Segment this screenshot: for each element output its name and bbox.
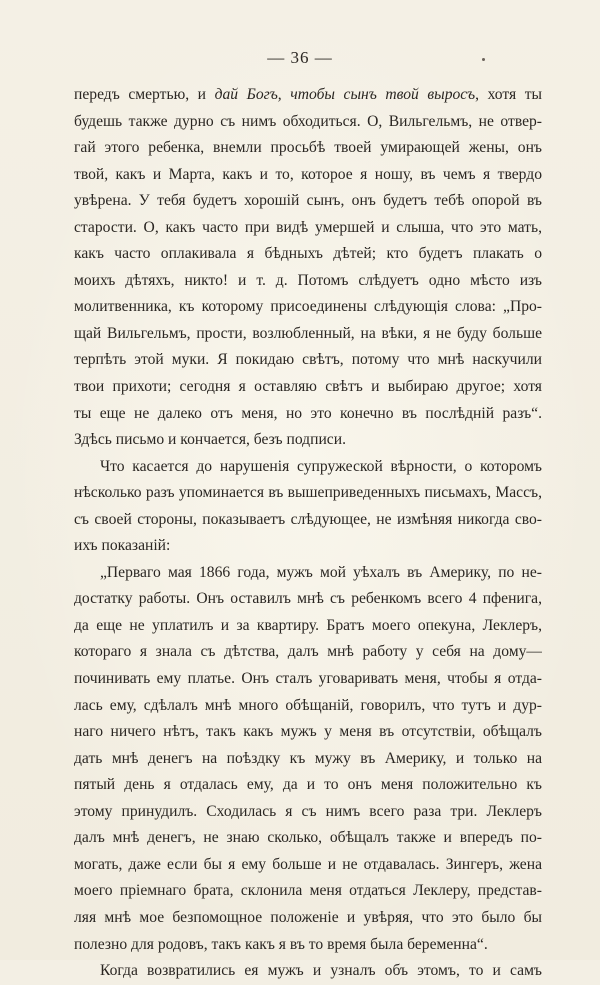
- text-line: терпѣть этой муки. Я покидаю свѣтъ, потому что мнѣ наскучили: [74, 351, 542, 369]
- text-line: Что касается до нарушенія супружеской вѣрности, о которомъ: [100, 457, 542, 475]
- text-line: достатку работы. Онъ оставилъ мнѣ съ ребенкомъ всего 4 пфенига,: [74, 590, 542, 608]
- text-line: увѣрена. У тебя будетъ хорошій сынъ, онъ будетъ тебѣ опорой въ: [74, 192, 542, 210]
- text-line: какъ часто оплакивала я бѣдныхъ дѣтей; кто будетъ плакать о: [74, 245, 542, 263]
- text-line: будешь также дурно съ нимъ обходиться. О, Вильгельмъ, не отвер-: [74, 112, 542, 130]
- text-line: да еще не уплатилъ и за квартиру. Братъ моего опекуна, Леклеръ,: [74, 616, 542, 634]
- text-line: моего пріемнаго брата, склонила меня отдаться Леклеру, представ-: [74, 882, 542, 900]
- text-line: могать, даже если бы я ему больше и не отдавалась. Зингеръ, жена: [74, 855, 542, 873]
- text-line: съ своей стороны, показываетъ слѣдующее, не измѣняя никогда сво-: [74, 510, 542, 528]
- text-line: котораго я знала съ дѣтства, далъ мнѣ работу у себя на дому—: [74, 643, 542, 661]
- text-line: полезно для родовъ, такъ какъ я въ то время была беременна“.: [74, 935, 488, 953]
- text-line: лась ему, сдѣлалъ мнѣ много обѣщаній, говорилъ, что тутъ и дур-: [74, 696, 542, 714]
- text-line: Здѣсь письмо и кончается, безъ подписи.: [74, 431, 346, 449]
- text-line: твой, какъ и Марта, какъ и то, которое я ношу, въ чемъ я твердо: [74, 165, 542, 183]
- text-segment: передъ смертью, и: [74, 86, 215, 103]
- text-line: наго ничего нѣтъ, такъ какъ мужъ у меня въ отсутствіи, обѣщалъ: [74, 723, 542, 741]
- text-line: „Перваго мая 1866 года, мужъ мой уѣхалъ въ Америку, по не-: [100, 563, 542, 581]
- text-line: ляя мнѣ мое безпомощное положеніе и увѣряя, что это было бы: [74, 908, 542, 926]
- text-line: пятый день я отдалась ему, да и то онъ меня положительно къ: [74, 776, 542, 794]
- text-segment: , хотя ты: [475, 86, 542, 103]
- page-number: — 36 —: [267, 48, 333, 67]
- text-line: старости. О, какъ часто при видѣ умершей и слыша, что это мать,: [74, 218, 542, 236]
- text-line: починивать ему платье. Онъ сталъ уговаривать меня, чтобы я отда-: [74, 670, 542, 688]
- text-line: гай этого ребенка, внемли просьбѣ твоей умирающей жены, онъ: [74, 139, 542, 157]
- text-line: твои прихоти; сегодня я оставляю свѣтъ и выбираю другое; хотя: [74, 378, 542, 396]
- text-line: этому принудилъ. Сходилась я съ нимъ всего раза три. Леклеръ: [74, 802, 542, 820]
- text-line: щай Вильгельмъ, прости, возлюбленный, на вѣки, я не буду больше: [74, 324, 542, 342]
- italic-quote: дай Богъ, чтобы сынъ твой выросъ: [214, 86, 476, 103]
- ink-speck: [482, 58, 485, 61]
- text-line: дать мнѣ денегъ на поѣздку къ мужу въ Америку, и только на: [74, 749, 542, 767]
- text-line: нѣсколько разъ упоминается въ вышеприведенныхъ письмахъ, Массъ,: [74, 484, 542, 502]
- text-line: ты еще не далеко отъ меня, но это конечно въ послѣдній разъ“.: [74, 404, 542, 422]
- text-line: далъ мнѣ денегъ, не знаю сколько, обѣщалъ также и впередъ по-: [74, 829, 542, 847]
- text-line: молитвенника, къ которому присоединены слѣдующія слова: „Про-: [74, 298, 542, 316]
- text-line: моихъ дѣтяхъ, никто! и т. д. Потомъ слѣдуетъ одно мѣсто изъ: [74, 271, 542, 289]
- text-line: ихъ показаній:: [74, 537, 171, 555]
- body-text: [74, 82, 542, 985]
- text-line: [74, 82, 542, 109]
- text-line: Когда возвратились ея мужъ и узналъ объ этомъ, то и самъ: [100, 962, 542, 980]
